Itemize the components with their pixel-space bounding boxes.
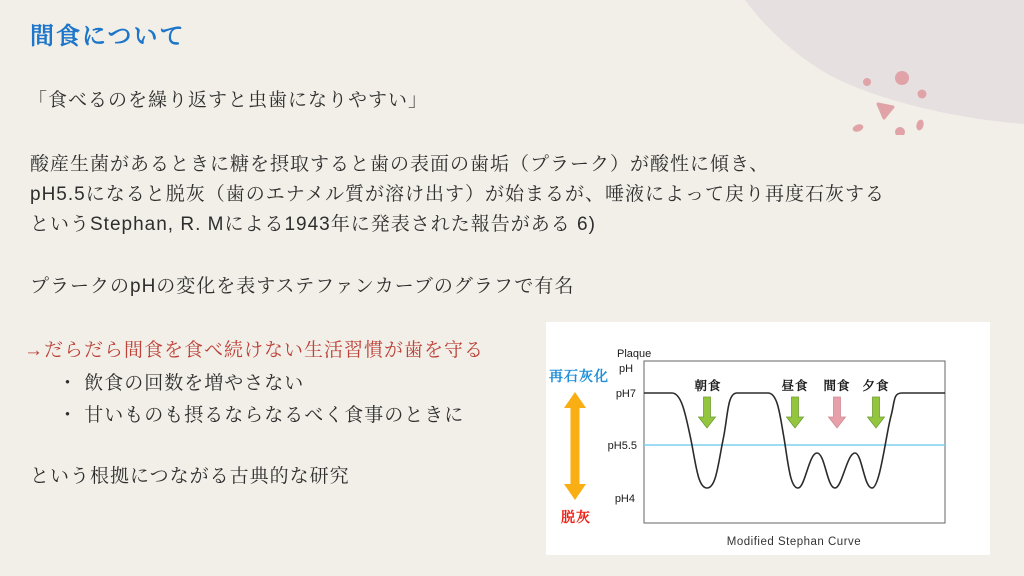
paragraph [30,150,885,240]
petal-dot-icon [895,127,905,135]
lunch-down-arrow-icon [787,397,804,428]
paragraph-line-2: pH5.5になると脱灰（歯のエナメル質が溶け出す）が始まるが、唾液によって戻り再度石灰する [30,184,885,205]
page-title: 間食について [30,23,186,50]
axis-title-ph: pH [619,363,634,375]
double-arrow-icon [564,392,586,500]
figure-caption: Modified Stephan Curve [726,536,862,548]
meal-label-snack: 間食 [823,379,851,393]
closing-line: という根拠につながる古典的な研究 [30,466,350,487]
petal-dot-icon [918,90,927,99]
tick-ph7: pH7 [615,388,636,400]
dinner-down-arrow-icon [868,397,885,428]
highlight-line: →だらだら間食を食べ続けない生活習慣が歯を守る [24,340,485,361]
corner-decoration [740,0,1024,135]
paragraph-line-1: 酸産生菌があるときに糖を摂取すると歯の表面の歯垢（プラーク）が酸性に傾き、 [30,154,770,175]
petal-dot-icon [915,119,925,131]
stephan-curve-figure [546,322,990,555]
paragraph-line-3: というStephan, R. Mによる1943年に発表された報告がある 6) [30,214,596,235]
demineralization-label: 脱灰 [561,509,591,525]
axis-title-plaque: Plaque [617,348,652,360]
bullet-item-1: ・ 飲食の回数を増やさない [58,373,305,394]
meal-label-lunch: 昼食 [781,379,809,393]
petal-dot-icon [878,104,893,118]
tick-ph55: pH5.5 [607,440,637,452]
quote-line: 「食べるのを繰り返すと虫歯になりやすい」 [28,90,429,111]
petal-dot-icon [852,123,865,133]
petal-dot-icon [895,71,909,85]
famous-line: プラークのpHの変化を表すステファンカーブのグラフで有名 [30,276,575,297]
meal-label-breakfast: 朝食 [694,379,722,393]
tick-ph4: pH4 [614,493,635,505]
remineralization-label: 再石灰化 [549,368,609,384]
meal-label-dinner: 夕食 [862,379,890,393]
snack-down-arrow-icon [829,397,846,428]
stephan-curve-svg [546,322,990,555]
breakfast-down-arrow-icon [699,397,716,428]
bullet-item-2: ・ 甘いものも摂るならなるべく食事のときに [58,405,465,426]
petal-dot-icon [863,78,871,86]
